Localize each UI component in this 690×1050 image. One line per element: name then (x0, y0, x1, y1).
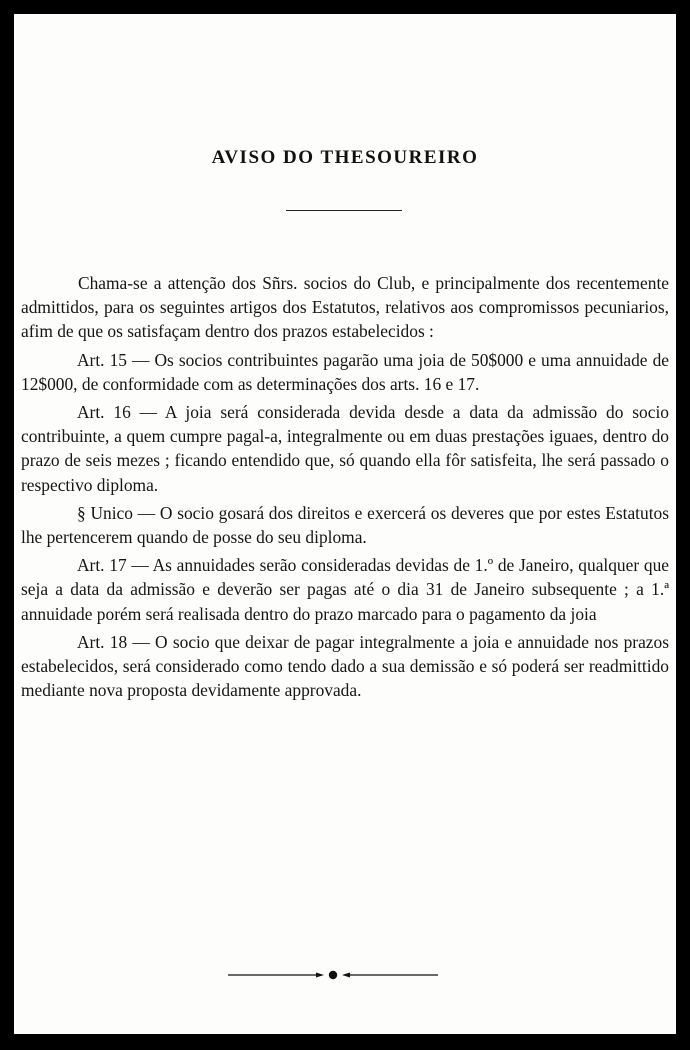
document-title: AVISO DO THESOUREIRO (211, 147, 479, 168)
paragraph-intro: Chama-se a attenção dos Sñrs. socios do Club, e principalmente dos recentemente admittidos, para os seguintes artigos dos Estatutos, relativos aos compromissos pecuniarios, afim de que os satisfaçam dentro dos prazos estabelecidos : (21, 273, 669, 342)
document-page (14, 14, 676, 1034)
end-ornament (228, 969, 438, 981)
paragraph-art-18: Art. 18 — O socio que deixar de pagar integralmente a joia e annuidade nos prazos estabelecidos, será considerado como tendo dado a sua demissão e só poderá ser readmittido mediante nova proposta devidamente approvada. (21, 631, 669, 701)
paragraph-unico: § Unico — O socio gosará dos direitos e exercerá os deveres que por estes Estatutos lhe pertencerem quando de posse do seu diploma. (21, 502, 669, 548)
paragraph-art-17: Art. 17 — As annuidades serão consideradas devidas de 1.º de Janeiro, qualquer que seja a data da admissão e deverão ser pagas até o dia 31 de Janeiro subsequente ; a 1.ª annuidade porém será realisada dentro do prazo marcado para o pagamento da joia (21, 555, 669, 624)
paragraph-art-15: Art. 15 — Os socios contribuintes pagarão uma joia de 50$000 e uma annuidade de 12$000, de conformidade com as determinações dos arts. 16 e 17. (21, 349, 669, 394)
title-divider (286, 210, 402, 211)
paragraph-art-16: Art. 16 — A joia será considerada devida desde a data da admissão do socio contribuinte, a quem cumpre pagal-a, integralmente ou em duas prestações iguaes, dentro do prazo de seis mezes ; ficando entendido que, só quando ella fôr satisfeita, lhe será passado o respectivo diploma. (21, 402, 669, 495)
document-body (21, 271, 669, 706)
